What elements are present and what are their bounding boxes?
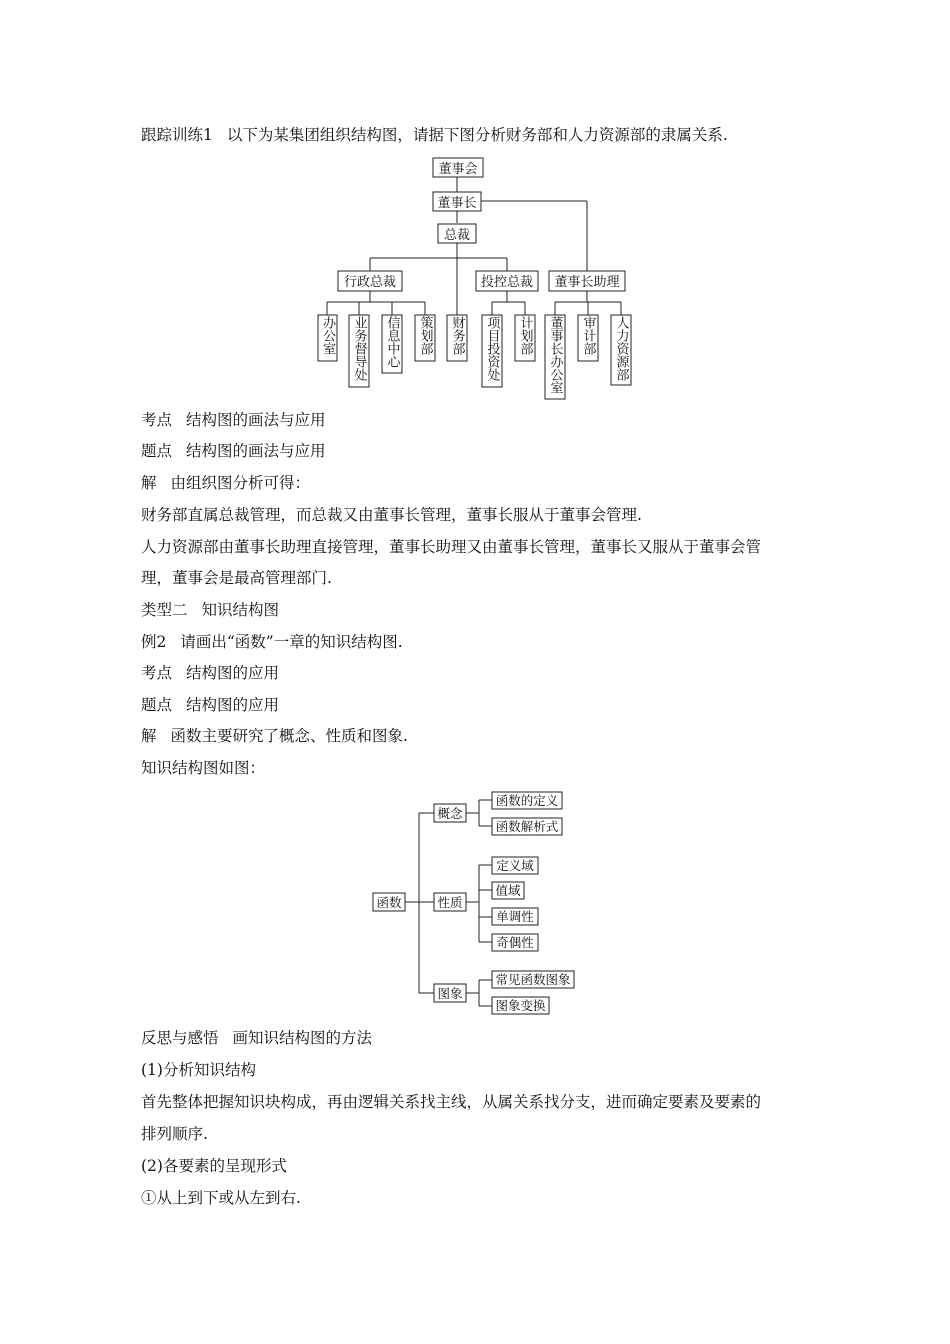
solution-text-2: 函数主要研究了概念、性质和图象. — [170, 727, 408, 745]
exercise-text: 以下为某集团组织结构图，请据下图分析财务部和人力资源部的隶属关系. — [226, 126, 728, 144]
org-leaf-office — [318, 315, 337, 361]
func-leaf-definition-label: 函数的定义 — [495, 793, 559, 808]
func-node-root-label: 函数 — [376, 895, 402, 910]
solution-line-1 — [141, 473, 310, 493]
step-1-paragraph-2: 排列顺序. — [141, 1125, 208, 1143]
org-node-invest-president-label: 投控总裁 — [480, 275, 534, 290]
func-leaf-common-graphs-label: 常见函数图象 — [495, 972, 571, 987]
func-node-concept-label: 概念 — [437, 806, 463, 821]
example-2-text: 请画出“函数”一章的知识结构图. — [180, 633, 403, 651]
tidian-line-1 — [141, 441, 326, 461]
func-node-graph — [434, 984, 466, 1002]
solution-label-2: 解 — [141, 727, 157, 745]
org-node-chairman-assistant — [549, 271, 625, 291]
org-node-invest-president — [476, 271, 538, 291]
solution-line-2 — [141, 726, 408, 746]
org-leaf-chairman-office-label: 董事长办公室 — [547, 316, 563, 394]
org-leaf-audit-label: 审计部 — [580, 316, 596, 355]
exercise-label: 跟踪训练1 — [141, 126, 213, 144]
org-leaf-business-supervision — [349, 315, 369, 387]
paragraph-hr-2: 理，董事会是最高管理部门. — [141, 569, 332, 587]
org-leaf-project-investment-label: 项目投资处 — [484, 316, 500, 381]
kaodian-text-1: 结构图的画法与应用 — [186, 411, 326, 429]
org-node-chairman — [433, 192, 481, 211]
function-chart — [0, 780, 950, 1020]
org-leaf-plan-dept-label: 计划部 — [517, 316, 533, 355]
step-2-heading: (2)各要素的呈现形式 — [141, 1157, 287, 1175]
func-leaf-analytic — [492, 818, 562, 835]
reflection-line — [141, 1028, 372, 1048]
paragraph-finance: 财务部直属总裁管理，而总裁又由董事长管理，董事长服从于董事会管理. — [141, 506, 642, 524]
tidian-label-1: 题点 — [141, 442, 173, 460]
solution-text-1: 由组织图分析可得： — [170, 474, 311, 492]
step-1-heading: (1)分析知识结构 — [141, 1061, 256, 1079]
org-leaf-info-center-label: 信息中心 — [384, 316, 400, 368]
org-node-president — [438, 224, 476, 243]
kaodian-label-2: 考点 — [141, 664, 173, 682]
paragraph-hr-1: 人力资源部由董事长助理直接管理，董事长助理又由董事长管理，董事长又服从于董事会管 — [141, 538, 762, 556]
org-node-admin-president — [338, 271, 402, 291]
org-node-board-label: 董事会 — [438, 162, 478, 177]
org-leaf-hr — [611, 315, 631, 385]
org-node-chairman-label: 董事长 — [437, 196, 477, 211]
func-leaf-graph-transform-label: 图象变换 — [495, 998, 546, 1013]
org-node-board — [433, 158, 483, 177]
org-node-chairman-assistant-label: 董事长助理 — [554, 275, 620, 290]
func-leaf-range — [492, 882, 524, 899]
func-leaf-analytic-label: 函数解析式 — [495, 819, 559, 834]
org-leaf-finance-label: 财务部 — [449, 316, 465, 355]
func-leaf-common-graphs — [492, 971, 574, 988]
org-leaf-chairman-office — [545, 315, 565, 399]
knowledge-chart-intro: 知识结构图如图： — [141, 759, 266, 777]
func-node-property-label: 性质 — [437, 895, 463, 910]
func-leaf-graph-transform — [492, 997, 549, 1014]
tidian-line-2 — [141, 695, 279, 715]
solution-label-1: 解 — [141, 474, 157, 492]
step-1-paragraph-1: 首先整体把握知识块构成，再由逻辑关系找主线，从属关系找分支，进而确定要素及要素的 — [141, 1093, 762, 1111]
func-leaf-monotonic — [492, 908, 538, 925]
tidian-text-1: 结构图的画法与应用 — [186, 442, 326, 460]
org-leaf-planning-label: 策划部 — [417, 316, 433, 355]
reflection-text: 画知识结构图的方法 — [232, 1029, 373, 1047]
section-type-two-label: 类型二 — [141, 601, 188, 619]
func-node-root — [373, 893, 405, 911]
kaodian-text-2: 结构图的应用 — [186, 664, 280, 682]
org-leaf-office-label: 办公室 — [320, 316, 335, 355]
tidian-label-2: 题点 — [141, 696, 173, 714]
org-leaf-finance — [447, 315, 467, 361]
reflection-label: 反思与感悟 — [141, 1029, 219, 1047]
func-node-property — [434, 893, 466, 911]
org-leaf-business-supervision-label: 业务督导处 — [351, 316, 367, 381]
org-leaf-planning — [415, 315, 435, 361]
func-leaf-monotonic-label: 单调性 — [496, 909, 534, 924]
func-leaf-parity — [492, 934, 538, 951]
example-2-line — [141, 632, 403, 652]
org-leaf-info-center — [382, 315, 402, 373]
org-leaf-project-investment — [482, 315, 502, 387]
func-leaf-domain — [492, 857, 538, 874]
org-leaf-audit — [578, 315, 598, 361]
section-type-two-text: 知识结构图 — [201, 601, 280, 619]
func-leaf-domain-label: 定义域 — [496, 858, 534, 873]
org-node-president-label: 总裁 — [443, 228, 471, 243]
func-leaf-definition — [492, 792, 562, 809]
func-node-graph-label: 图象 — [437, 986, 463, 1001]
example-2-label: 例2 — [141, 633, 167, 651]
org-leaf-plan-dept — [515, 315, 535, 361]
org-leaf-hr-label: 人力资源部 — [613, 316, 629, 381]
func-leaf-parity-label: 奇偶性 — [496, 935, 534, 950]
kaodian-line-1 — [141, 410, 326, 430]
func-leaf-range-label: 值域 — [495, 883, 521, 898]
org-node-admin-president-label: 行政总裁 — [343, 275, 397, 290]
tidian-text-2: 结构图的应用 — [186, 696, 280, 714]
org-chart — [0, 0, 950, 410]
func-node-concept — [434, 804, 466, 822]
step-2-item-1: ①从上到下或从左到右. — [141, 1189, 301, 1207]
kaodian-line-2 — [141, 663, 279, 683]
kaodian-label-1: 考点 — [141, 411, 173, 429]
section-type-two — [141, 600, 279, 620]
